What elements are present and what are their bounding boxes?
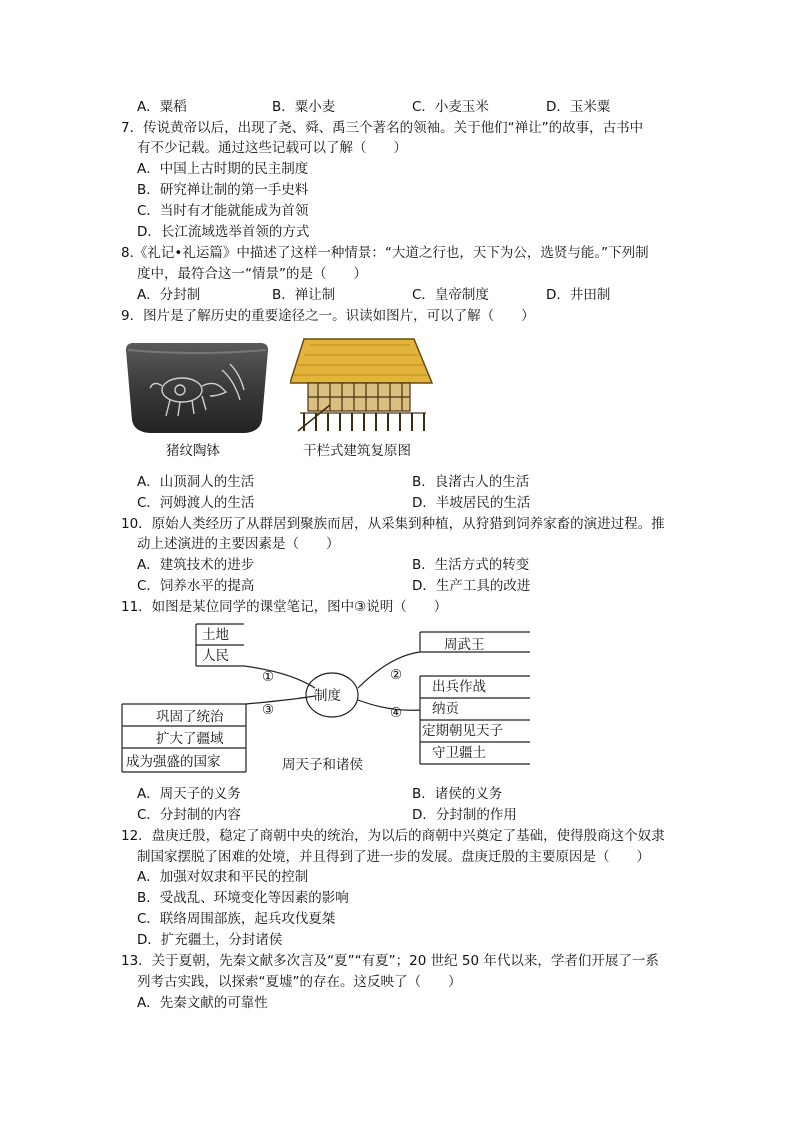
q12-stem-line2: 制国家摆脱了困难的处境，并且得到了进一步的发展。盘庚迁殷的主要原因是（ ） bbox=[137, 849, 650, 865]
mm-marker-3: ③ bbox=[262, 702, 275, 718]
q6-option-d: D．玉米粟 bbox=[546, 99, 611, 115]
mm-left-bottom-3: 成为强盛的国家 bbox=[126, 754, 221, 770]
q11-option-d: D．分封制的作用 bbox=[412, 807, 517, 823]
q10-option-d: D．生产工具的改进 bbox=[412, 578, 531, 594]
mm-left-bottom-1: 巩固了统治 bbox=[156, 709, 224, 725]
q12-option-b: B．受战乱、环境变化等因素的影响 bbox=[137, 890, 349, 906]
mm-right-bottom-3: 定期朝见天子 bbox=[422, 723, 503, 739]
q9-option-c: C．河姆渡人的生活 bbox=[137, 495, 255, 511]
mm-right-bottom-1: 出兵作战 bbox=[432, 679, 486, 695]
q8-option-d: D．井田制 bbox=[546, 287, 611, 303]
q7-option-c: C．当时有才能就能成为首领 bbox=[137, 203, 309, 219]
q10-option-b: B．生活方式的转变 bbox=[412, 557, 530, 573]
q9-option-a: A．山顶洞人的生活 bbox=[137, 474, 255, 490]
q10-option-a: A．建筑技术的进步 bbox=[137, 557, 255, 573]
q8-option-b: B．禅让制 bbox=[272, 287, 336, 303]
mm-left-top-2: 人民 bbox=[202, 648, 229, 664]
mm-left-bottom-2: 扩大了疆域 bbox=[156, 731, 224, 747]
q10-stem-line2: 动上述演进的主要因素是（ ） bbox=[137, 536, 340, 552]
q11-option-b: B．诸侯的义务 bbox=[412, 786, 503, 802]
q8-option-c: C．皇帝制度 bbox=[412, 287, 489, 303]
q11-option-c: C．分封制的内容 bbox=[137, 807, 241, 823]
mm-right-bottom-2: 纳贡 bbox=[432, 701, 459, 717]
q13-stem-line2: 列考古实践，以探索“夏墟”的存在。这反映了（ ） bbox=[137, 974, 462, 990]
q8-stem-line2: 度中，最符合这一“情景”的是（ ） bbox=[137, 266, 367, 282]
q9-option-b: B．良渚古人的生活 bbox=[412, 474, 530, 490]
caption-pig-bowl: 猪纹陶钵 bbox=[166, 443, 220, 459]
mm-marker-2: ② bbox=[390, 667, 403, 683]
mm-right-bottom-4: 守卫疆土 bbox=[432, 745, 486, 761]
mm-left-top-1: 土地 bbox=[202, 627, 229, 643]
q6-option-a: A．粟稻 bbox=[137, 99, 187, 115]
q9-option-d: D．半坡居民的生活 bbox=[412, 495, 531, 511]
q6-option-b: B．粟小麦 bbox=[272, 99, 336, 115]
q8-option-a: A．分封制 bbox=[137, 287, 201, 303]
q7-stem-line1: 7．传说黄帝以后，出现了尧、舜、禹三个著名的领袖。关于他们“禅让”的故事，古书中 bbox=[121, 120, 644, 136]
q7-option-a: A．中国上古时期的民主制度 bbox=[137, 161, 309, 177]
mm-marker-1: ① bbox=[262, 669, 275, 685]
pig-pottery-bowl-image bbox=[122, 340, 272, 435]
q11-option-a: A．周天子的义务 bbox=[137, 786, 241, 802]
q12-option-d: D．扩充疆土，分封诸侯 bbox=[137, 932, 283, 948]
mm-right-top-1: 周武王 bbox=[444, 637, 485, 653]
q7-option-d: D．长江流域选举首领的方式 bbox=[137, 224, 310, 240]
q12-option-c: C．联络周围部族，起兵攻伐夏桀 bbox=[137, 911, 336, 927]
q8-stem-line1: 8.《礼记•礼运篇》中描述了这样一种情景：“大道之行也，天下为公，选贤与能。”下列制 bbox=[121, 245, 649, 261]
q6-option-c: C．小麦玉米 bbox=[412, 99, 489, 115]
q13-option-a: A．先秦文献的可靠性 bbox=[137, 995, 268, 1011]
q11-stem: 11．如图是某位同学的课堂笔记，图中③说明（ ） bbox=[121, 599, 448, 615]
q13-stem-line1: 13．关于夏朝，先秦文献多次言及“夏”“有夏”；20 世纪 50 年代以来，学者们开展了一系 bbox=[121, 953, 659, 969]
mm-title: 周天子和诸侯 bbox=[282, 757, 363, 773]
q7-option-b: B．研究禅让制的第一手史料 bbox=[137, 182, 309, 198]
q12-option-a: A．加强对奴隶和平民的控制 bbox=[137, 869, 309, 885]
mm-center: 制度 bbox=[314, 688, 341, 704]
q12-stem-line1: 12．盘庚迁殷，稳定了商朝中央的统治，为以后的商朝中兴奠定了基础，使得殷商这个奴隶 bbox=[121, 828, 665, 844]
q7-stem-line2: 有不少记载。通过这些记载可以了解（ ） bbox=[137, 140, 407, 156]
mm-marker-4: ④ bbox=[390, 705, 403, 721]
q10-stem-line1: 10．原始人类经历了从群居到聚族而居，从采集到种植，从狩猎到饲养家畜的演进过程。推 bbox=[121, 516, 665, 532]
q10-option-c: C．饲养水平的提高 bbox=[137, 578, 255, 594]
q9-stem: 9．图片是了解历史的重要途径之一。识读如图片，可以了解（ ） bbox=[121, 308, 535, 324]
caption-stilt-house: 干栏式建筑复原图 bbox=[303, 443, 411, 459]
stilt-house-image bbox=[290, 335, 435, 435]
